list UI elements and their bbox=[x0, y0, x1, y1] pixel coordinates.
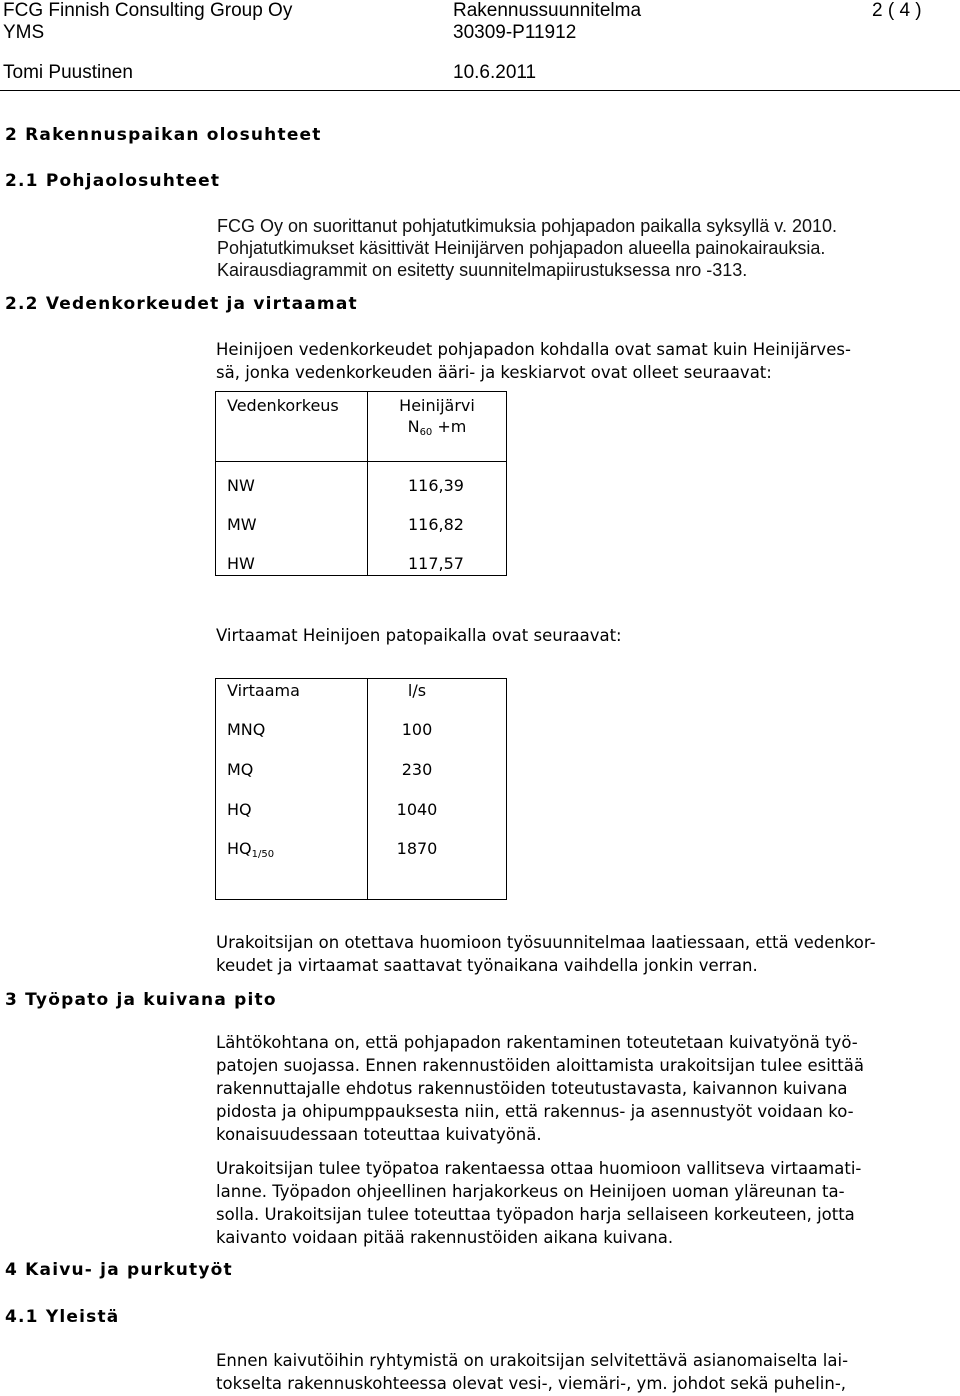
flow-label-sub: 1/50 bbox=[251, 849, 275, 860]
water-level-header-unit: +m bbox=[437, 417, 467, 436]
heading-section-4-1: 4.1 Yleistä bbox=[5, 1307, 120, 1327]
document-number: 30309-P11912 bbox=[453, 22, 577, 43]
section-3-p2-line-4: kaivanto voidaan pitää rakennustöiden aikana kuivana. bbox=[216, 1228, 674, 1247]
heading-section-4: 4 Kaivu- ja purkutyöt bbox=[5, 1260, 233, 1280]
heading-section-2-2: 2.2 Vedenkorkeudet ja virtaamat bbox=[5, 294, 358, 314]
section-3-p1-line-2: patojen suojassa. Ennen rakennustöiden aloittamista urakoitsijan tulee esittää bbox=[216, 1056, 864, 1075]
water-level-value: 116,82 bbox=[408, 515, 464, 534]
section-4-1-line-1: Ennen kaivutöihin ryhtymistä on urakoitsijan selvitettävä asianomaiselta lai- bbox=[216, 1351, 849, 1370]
header-divider bbox=[0, 90, 960, 91]
flow-header-col2: l/s bbox=[407, 681, 427, 700]
flow-table bbox=[215, 678, 507, 900]
paragraph-2-1-line-2: Pohjatutkimukset käsittivät Heinijärven pohjapadon alueella painokairauksia. bbox=[217, 238, 826, 258]
flow-header-col1: Virtaama bbox=[227, 681, 300, 700]
water-level-header-sub: 60 bbox=[419, 427, 433, 438]
document-type: Rakennussuunnitelma bbox=[453, 0, 642, 21]
section-3-p1-line-1: Lähtökohtana on, että pohjapadon rakentaminen toteutetaan kuivatyönä työ- bbox=[216, 1033, 858, 1052]
document-date: 10.6.2011 bbox=[453, 62, 537, 83]
heading-section-2-1: 2.1 Pohjaolosuhteet bbox=[5, 171, 221, 191]
contractor-note-line-2: keudet ja virtaamat saattavat työnaikana vaihdella jonkin verran. bbox=[216, 956, 758, 975]
paragraph-2-2-line-2: sä, jonka vedenkorkeuden ääri- ja keskiarvot ovat olleet seuraavat: bbox=[216, 363, 772, 382]
water-level-label: NW bbox=[227, 476, 255, 495]
flow-label: MNQ bbox=[227, 720, 266, 739]
table-row bbox=[216, 392, 507, 462]
contractor-note-line-1: Urakoitsijan on otettava huomioon työsuunnitelmaa laatiessaan, että vedenkor- bbox=[216, 933, 876, 952]
water-level-header-col1: Vedenkorkeus bbox=[227, 396, 339, 415]
section-3-p2-line-1: Urakoitsijan tulee työpatoa rakentaessa ottaa huomioon vallitseva virtaamati- bbox=[216, 1159, 862, 1178]
water-level-header-n: N bbox=[407, 417, 420, 436]
section-3-p1-line-5: konaisuudessaan toteuttaa kuivatyönä. bbox=[216, 1125, 542, 1144]
author-name: Tomi Puustinen bbox=[3, 62, 133, 83]
section-4-1-line-2: tokselta rakennuskohteessa olevat vesi-, viemäri-, ym. johdot sekä puhelin-, bbox=[216, 1374, 847, 1393]
paragraph-2-1-line-3: Kairausdiagrammit on esitetty suunnitelmapiirustuksessa nro -313. bbox=[217, 260, 748, 280]
section-3-p2-line-3: solla. Urakoitsijan tulee toteuttaa työpadon harja sellaiseen korkeuteen, jotta bbox=[216, 1205, 855, 1224]
flow-label: HQ bbox=[227, 800, 252, 819]
company-name: FCG Finnish Consulting Group Oy bbox=[3, 0, 293, 21]
section-3-p1-line-3: rakennuttajalle ehdotus rakennustöiden toteutustavasta, kaivannon kuivana bbox=[216, 1079, 848, 1098]
flows-intro: Virtaamat Heinijoen patopaikalla ovat seuraavat: bbox=[216, 626, 622, 645]
water-level-header-col2: Heinijärvi bbox=[399, 396, 475, 415]
paragraph-2-1-line-1: FCG Oy on suorittanut pohjatutkimuksia pohjapadon paikalla syksyllä v. 2010. bbox=[217, 216, 837, 236]
flow-label: HQ bbox=[227, 839, 252, 858]
flow-value: 100 bbox=[401, 720, 433, 739]
water-level-value: 117,57 bbox=[408, 554, 464, 573]
water-level-label: HW bbox=[227, 554, 255, 573]
flow-value: 1040 bbox=[396, 800, 438, 819]
heading-section-2: 2 Rakennuspaikan olosuhteet bbox=[5, 125, 322, 145]
flow-value: 1870 bbox=[396, 839, 438, 858]
heading-section-3: 3 Työpato ja kuivana pito bbox=[5, 990, 277, 1010]
paragraph-2-2-line-1: Heinijoen vedenkorkeudet pohjapadon kohdalla ovat samat kuin Heinijärves- bbox=[216, 340, 851, 359]
page-number: 2 ( 4 ) bbox=[872, 0, 922, 21]
section-3-p2-line-2: lanne. Työpadon ohjeellinen harjakorkeus on Heinijoen uoman yläreunan ta- bbox=[216, 1182, 845, 1201]
water-level-value: 116,39 bbox=[408, 476, 464, 495]
flow-label: MQ bbox=[227, 760, 254, 779]
table-row bbox=[216, 679, 507, 900]
water-level-label: MW bbox=[227, 515, 257, 534]
section-3-p1-line-4: pidosta ja ohipumppauksesta niin, että rakennus- ja asennustyöt voidaan ko- bbox=[216, 1102, 854, 1121]
flow-value: 230 bbox=[401, 760, 433, 779]
water-level-table bbox=[215, 391, 507, 576]
unit-name: YMS bbox=[3, 22, 45, 43]
table-row bbox=[216, 462, 507, 576]
